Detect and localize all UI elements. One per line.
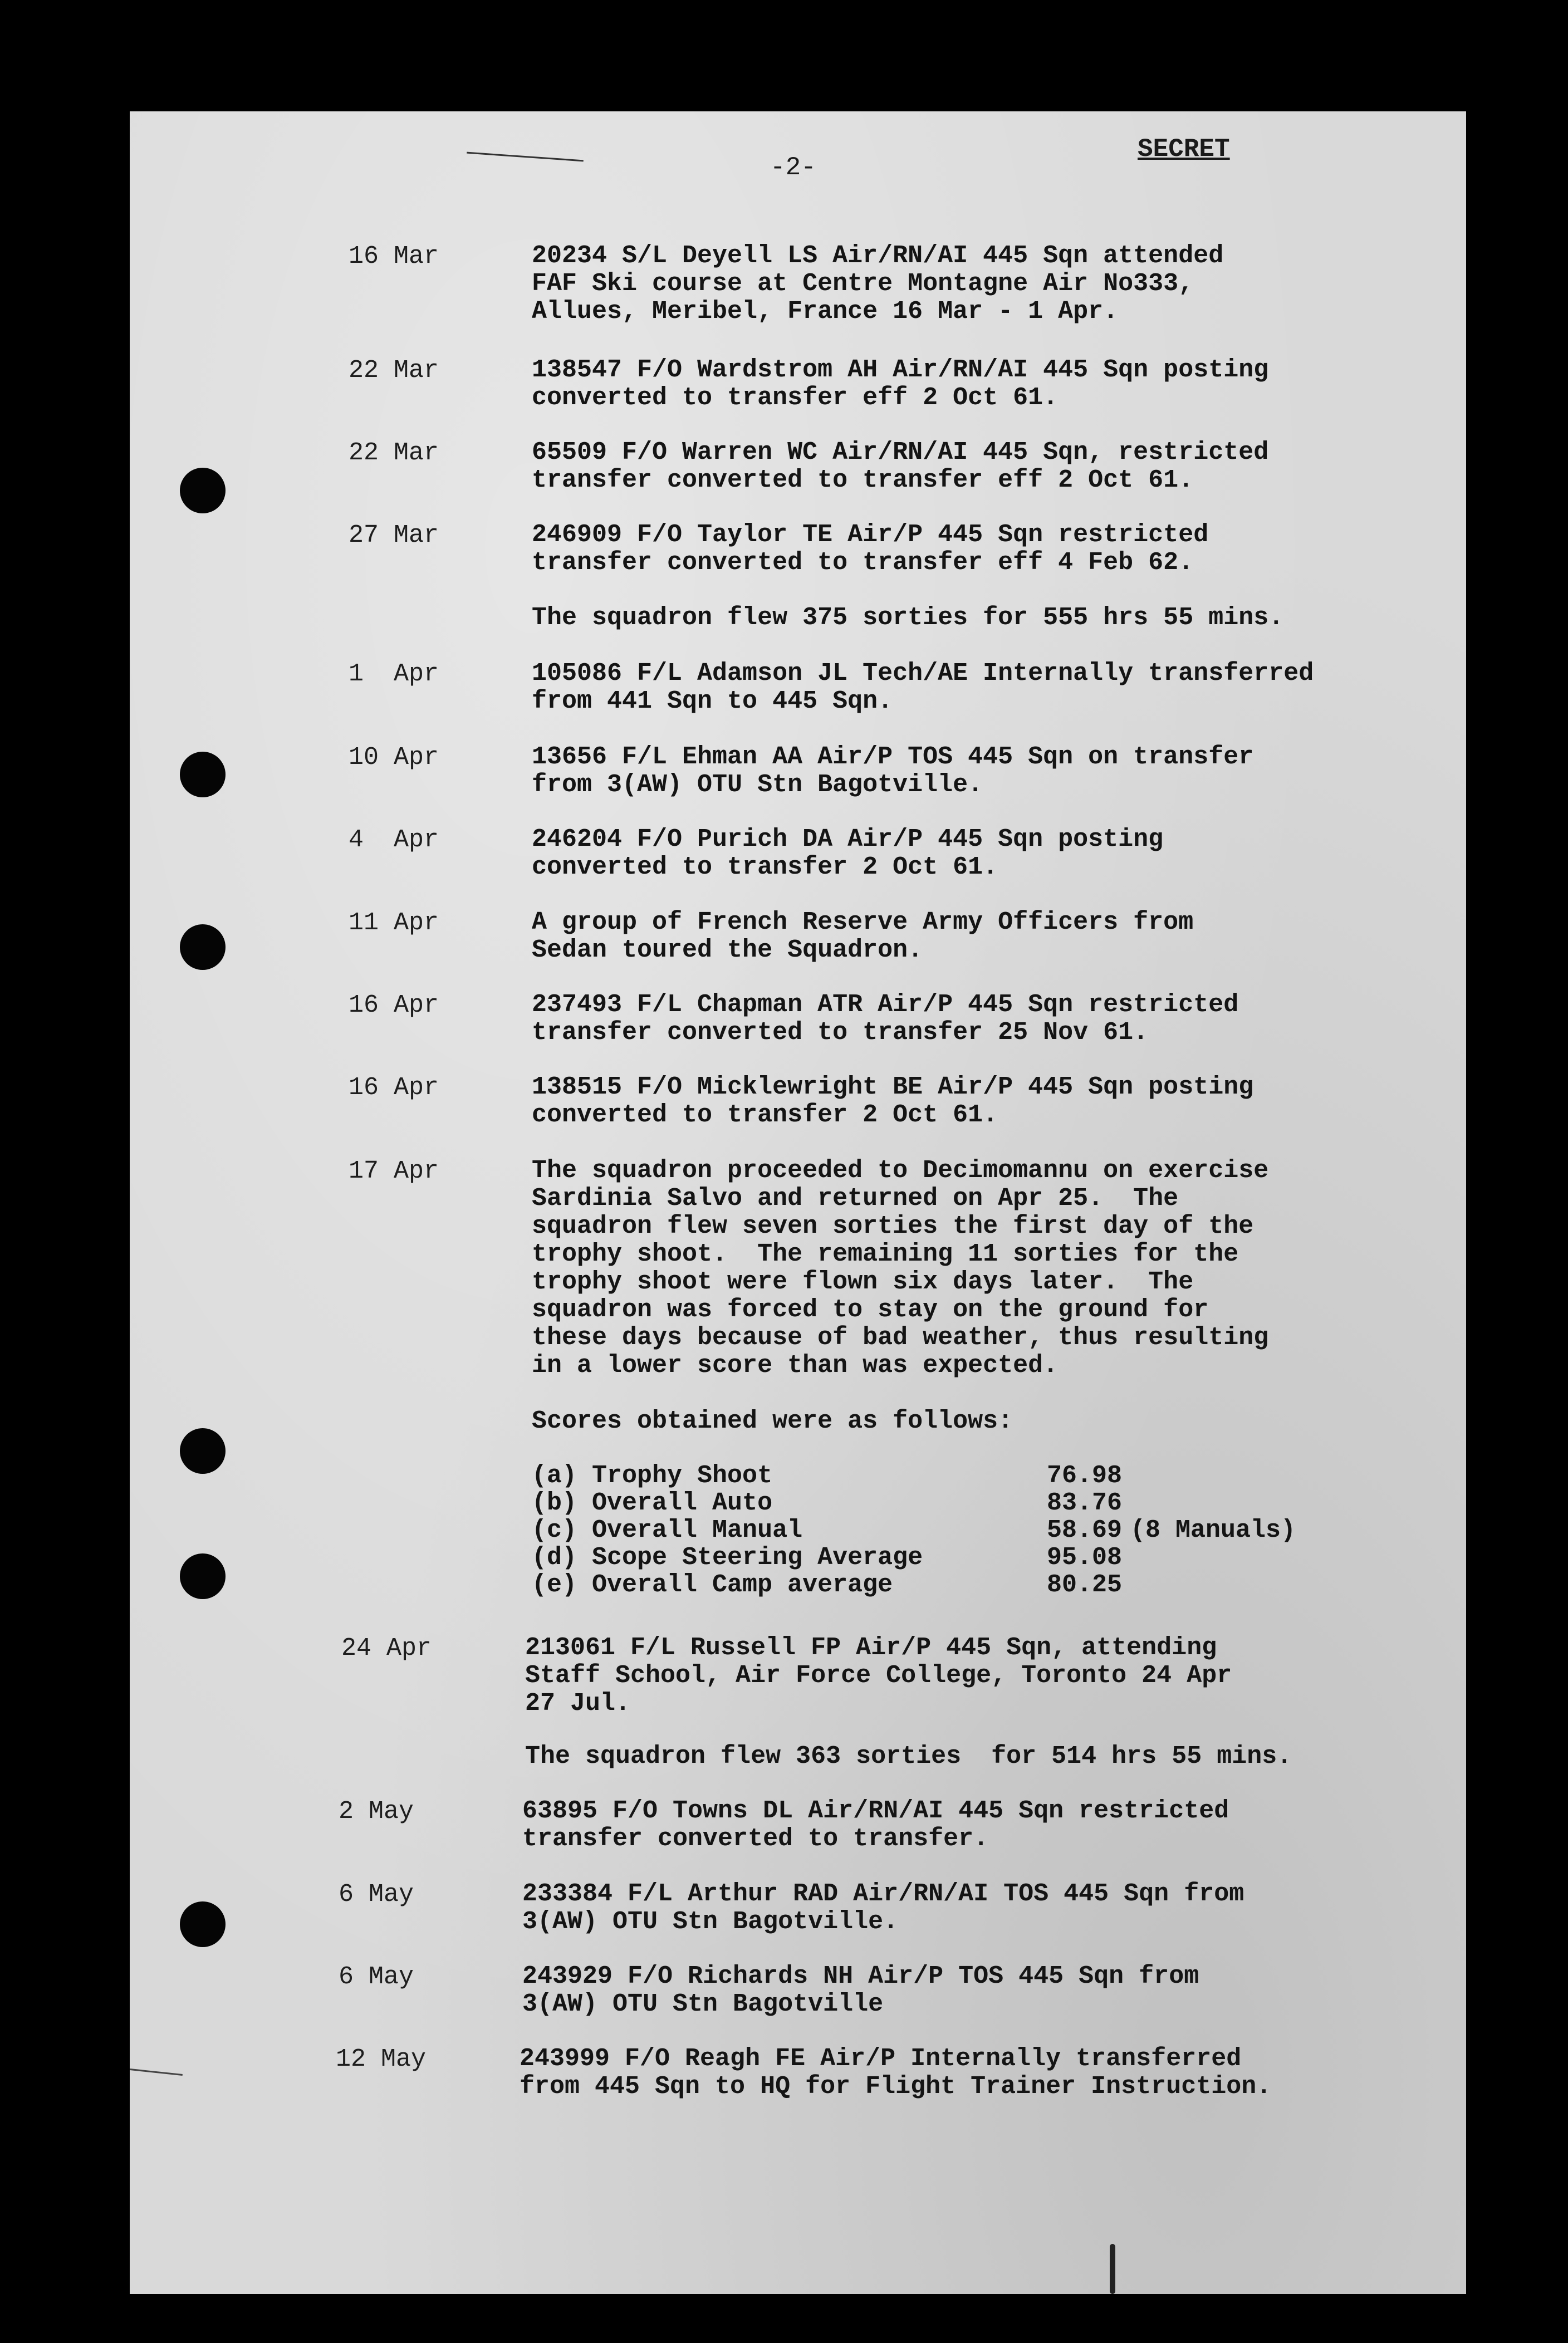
entry-date: 12 May (336, 2045, 427, 2074)
score-label: (c) Overall Manual (532, 1516, 803, 1545)
entry-date: 22 Mar (349, 356, 439, 385)
entry-text: 243929 F/O Richards NH Air/P TOS 445 Sqn from 3(AW) OTU Stn Bagotville (522, 1962, 1199, 2018)
entry-date: 6 May (339, 1963, 414, 1991)
entry-date: 10 Apr (349, 743, 439, 772)
entry-text: 138515 F/O Micklewright BE Air/P 445 Sqn posting converted to transfer 2 Oct 61. (532, 1073, 1254, 1129)
score-label: (b) Overall Auto (532, 1489, 773, 1517)
score-value: 76.98 (1047, 1462, 1123, 1490)
entry-text: 243999 F/O Reagh FE Air/P Internally transferred from 445 Sqn to HQ for Flight Trainer Instruction. (520, 2045, 1272, 2101)
entry-date: 11 Apr (349, 909, 439, 937)
entry-text: 237493 F/L Chapman ATR Air/P 445 Sqn restricted transfer converted to transfer 25 Nov 61. (532, 991, 1239, 1047)
entry-date: 16 Apr (349, 991, 439, 1019)
score-label: (e) Overall Camp average (532, 1571, 893, 1599)
entry-text: The squadron flew 363 sorties for 514 hrs 55 mins. (525, 1742, 1292, 1771)
score-row (532, 1543, 1451, 1571)
entry-date: 16 Apr (349, 1074, 439, 1102)
score-row (532, 1571, 1451, 1598)
entry-date: 22 Mar (349, 439, 439, 467)
entry-date: 17 Apr (349, 1157, 439, 1185)
entry-date: 1 Apr (349, 660, 439, 688)
punch-hole (180, 924, 226, 970)
entry-date: 4 Apr (349, 826, 439, 854)
entry-date: 2 May (339, 1797, 414, 1826)
score-value: 83.76 (1047, 1489, 1123, 1517)
ink-mark (1110, 2244, 1115, 2294)
classification-label: SECRET (1138, 135, 1230, 164)
entry-date: 16 Mar (349, 242, 439, 271)
pen-scratch (467, 152, 584, 162)
entry-text: 138547 F/O Wardstrom AH Air/RN/AI 445 Sqn posting converted to transfer eff 2 Oct 61. (532, 356, 1269, 412)
entry-text: 63895 F/O Towns DL Air/RN/AI 445 Sqn restricted transfer converted to transfer. (522, 1797, 1229, 1853)
score-value: 58.69 (1047, 1516, 1123, 1545)
entry-date: 24 Apr (341, 1634, 432, 1663)
entry-date: 6 May (339, 1880, 414, 1909)
entry-text: 246909 F/O Taylor TE Air/P 445 Sqn restricted transfer converted to transfer eff 4 Feb 62. (532, 521, 1209, 577)
entry-text: 233384 F/L Arthur RAD Air/RN/AI TOS 445 Sqn from 3(AW) OTU Stn Bagotville. (522, 1880, 1244, 1936)
page-number: -2- (770, 153, 816, 182)
entry-text: 65509 F/O Warren WC Air/RN/AI 445 Sqn, restricted transfer converted to transfer eff 2 Oct 61. (532, 438, 1269, 494)
score-row (532, 1489, 1451, 1516)
score-row (532, 1462, 1451, 1489)
entry-text: 246204 F/O Purich DA Air/P 445 Sqn posting converted to transfer 2 Oct 61. (532, 825, 1164, 881)
punch-hole (180, 1428, 226, 1474)
score-label: (d) Scope Steering Average (532, 1543, 923, 1572)
entry-text: Scores obtained were as follows: (532, 1407, 1013, 1435)
margin-mark (130, 2068, 183, 2076)
punch-hole (180, 1553, 226, 1599)
entry-text: 20234 S/L Deyell LS Air/RN/AI 445 Sqn attended FAF Ski course at Centre Montagne Air No333, Allues, Meribel, France 16 Mar - 1 Apr. (532, 242, 1224, 326)
entry-text: A group of French Reserve Army Officers from Sedan toured the Squadron. (532, 908, 1194, 964)
score-note: (8 Manuals) (1130, 1516, 1296, 1545)
entry-text: The squadron flew 375 sorties for 555 hrs 55 mins. (532, 604, 1284, 632)
score-label: (a) Trophy Shoot (532, 1462, 773, 1490)
entry-date: 27 Mar (349, 521, 439, 550)
entry-text: 213061 F/L Russell FP Air/P 445 Sqn, attending Staff School, Air Force College, Toronto 24 Apr 27 Jul. (525, 1634, 1232, 1718)
score-value: 80.25 (1047, 1571, 1123, 1599)
punch-hole (180, 1901, 226, 1947)
document-page (130, 111, 1466, 2294)
scores-table (532, 1462, 1451, 1598)
punch-hole (180, 752, 226, 797)
score-row (532, 1516, 1451, 1543)
entry-text: 105086 F/L Adamson JL Tech/AE Internally transferred from 441 Sqn to 445 Sqn. (532, 659, 1314, 715)
entry-text: 13656 F/L Ehman AA Air/P TOS 445 Sqn on transfer from 3(AW) OTU Stn Bagotville. (532, 743, 1254, 799)
punch-hole (180, 468, 226, 513)
score-value: 95.08 (1047, 1543, 1123, 1572)
entry-text: The squadron proceeded to Decimomannu on exercise Sardinia Salvo and returned on Apr 25. The squadron flew seven sorties the first day of the trophy shoot. The remaining 11 sorties for the trophy shoot were flown six days later. The squadron was forced to stay on the ground for these days because of bad weather, thus resulting in a lower score than was expected. (532, 1156, 1269, 1380)
